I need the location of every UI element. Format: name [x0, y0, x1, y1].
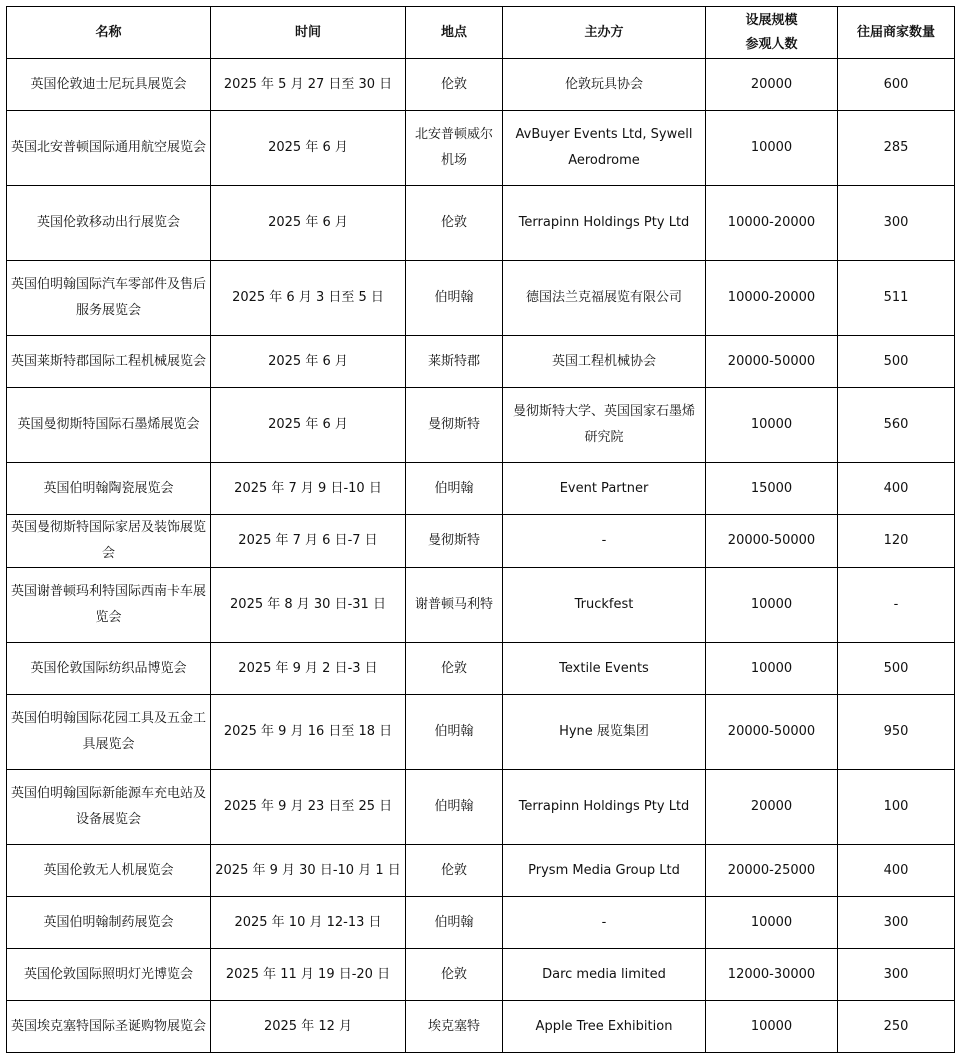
table-row	[7, 643, 955, 695]
cell-scale: 10000-20000	[706, 261, 838, 336]
table-row	[7, 336, 955, 388]
exhibition-table	[6, 6, 955, 1053]
cell-organizer: -	[503, 515, 706, 568]
cell-organizer: 德国法兰克福展览有限公司	[503, 261, 706, 336]
cell-organizer: Terrapinn Holdings Pty Ltd	[503, 770, 706, 845]
table-row	[7, 59, 955, 111]
cell-organizer: Truckfest	[503, 568, 706, 643]
cell-location: 伯明翰	[406, 261, 503, 336]
cell-merchants: 300	[838, 949, 955, 1001]
cell-name: 英国伯明翰国际新能源车充电站及设备展览会	[7, 770, 211, 845]
cell-scale: 20000-50000	[706, 336, 838, 388]
table-row	[7, 568, 955, 643]
cell-location: 伯明翰	[406, 770, 503, 845]
cell-merchants: 250	[838, 1001, 955, 1053]
cell-merchants: -	[838, 568, 955, 643]
header-scale-line2: 参观人数	[745, 36, 798, 52]
header-scale-line1: 设展规模	[745, 12, 798, 28]
cell-merchants: 300	[838, 897, 955, 949]
cell-scale: 15000	[706, 463, 838, 515]
cell-organizer: AvBuyer Events Ltd, Sywell Aerodrome	[503, 111, 706, 186]
table-row	[7, 186, 955, 261]
cell-merchants: 500	[838, 336, 955, 388]
header-scale	[706, 7, 838, 59]
cell-scale: 20000	[706, 770, 838, 845]
cell-organizer: Terrapinn Holdings Pty Ltd	[503, 186, 706, 261]
cell-organizer: Event Partner	[503, 463, 706, 515]
cell-scale: 10000	[706, 568, 838, 643]
cell-merchants: 285	[838, 111, 955, 186]
cell-time: 2025 年 11 月 19 日-20 日	[211, 949, 406, 1001]
cell-organizer: 曼彻斯特大学、英国国家石墨烯研究院	[503, 388, 706, 463]
cell-name: 英国谢普顿玛利特国际西南卡车展览会	[7, 568, 211, 643]
cell-organizer: 伦敦玩具协会	[503, 59, 706, 111]
cell-merchants: 120	[838, 515, 955, 568]
cell-location: 伯明翰	[406, 695, 503, 770]
cell-merchants: 950	[838, 695, 955, 770]
table-row	[7, 261, 955, 336]
cell-organizer: Darc media limited	[503, 949, 706, 1001]
cell-location: 伯明翰	[406, 463, 503, 515]
cell-time: 2025 年 5 月 27 日至 30 日	[211, 59, 406, 111]
cell-merchants: 300	[838, 186, 955, 261]
cell-merchants: 400	[838, 845, 955, 897]
cell-location: 谢普顿马利特	[406, 568, 503, 643]
cell-merchants: 500	[838, 643, 955, 695]
cell-time: 2025 年 6 月 3 日至 5 日	[211, 261, 406, 336]
cell-time: 2025 年 9 月 23 日至 25 日	[211, 770, 406, 845]
cell-time: 2025 年 12 月	[211, 1001, 406, 1053]
cell-location: 伦敦	[406, 845, 503, 897]
cell-merchants: 600	[838, 59, 955, 111]
cell-scale: 20000-50000	[706, 695, 838, 770]
cell-organizer: Hyne 展览集团	[503, 695, 706, 770]
header-row	[7, 7, 955, 59]
cell-scale: 10000	[706, 111, 838, 186]
cell-time: 2025 年 6 月	[211, 111, 406, 186]
cell-name: 英国伯明翰陶瓷展览会	[7, 463, 211, 515]
cell-location: 埃克塞特	[406, 1001, 503, 1053]
cell-merchants: 400	[838, 463, 955, 515]
cell-organizer: Apple Tree Exhibition	[503, 1001, 706, 1053]
table-row	[7, 695, 955, 770]
cell-scale: 10000	[706, 388, 838, 463]
cell-time: 2025 年 9 月 30 日-10 月 1 日	[211, 845, 406, 897]
cell-name: 英国伦敦移动出行展览会	[7, 186, 211, 261]
cell-name: 英国伦敦迪士尼玩具展览会	[7, 59, 211, 111]
cell-location: 伦敦	[406, 186, 503, 261]
cell-location: 曼彻斯特	[406, 388, 503, 463]
cell-time: 2025 年 9 月 16 日至 18 日	[211, 695, 406, 770]
cell-name: 英国伦敦无人机展览会	[7, 845, 211, 897]
cell-location: 莱斯特郡	[406, 336, 503, 388]
cell-time: 2025 年 8 月 30 日-31 日	[211, 568, 406, 643]
cell-time: 2025 年 7 月 9 日-10 日	[211, 463, 406, 515]
cell-name: 英国伯明翰制药展览会	[7, 897, 211, 949]
cell-location: 伦敦	[406, 643, 503, 695]
cell-name: 英国伦敦国际纺织品博览会	[7, 643, 211, 695]
table-row	[7, 111, 955, 186]
cell-name: 英国莱斯特郡国际工程机械展览会	[7, 336, 211, 388]
table-row	[7, 897, 955, 949]
cell-scale: 12000-30000	[706, 949, 838, 1001]
cell-time: 2025 年 6 月	[211, 388, 406, 463]
cell-name: 英国北安普顿国际通用航空展览会	[7, 111, 211, 186]
header-name: 名称	[7, 7, 211, 59]
cell-merchants: 511	[838, 261, 955, 336]
table-row	[7, 845, 955, 897]
cell-scale: 10000-20000	[706, 186, 838, 261]
cell-scale: 20000-25000	[706, 845, 838, 897]
header-merchants: 往届商家数量	[838, 7, 955, 59]
header-time: 时间	[211, 7, 406, 59]
cell-time: 2025 年 10 月 12-13 日	[211, 897, 406, 949]
header-location: 地点	[406, 7, 503, 59]
cell-name: 英国伦敦国际照明灯光博览会	[7, 949, 211, 1001]
cell-scale: 20000	[706, 59, 838, 111]
cell-time: 2025 年 7 月 6 日-7 日	[211, 515, 406, 568]
cell-time: 2025 年 9 月 2 日-3 日	[211, 643, 406, 695]
cell-name: 英国伯明翰国际花园工具及五金工具展览会	[7, 695, 211, 770]
cell-name: 英国埃克塞特国际圣诞购物展览会	[7, 1001, 211, 1053]
table-row	[7, 463, 955, 515]
cell-merchants: 100	[838, 770, 955, 845]
cell-location: 北安普顿威尔机场	[406, 111, 503, 186]
cell-organizer: Textile Events	[503, 643, 706, 695]
cell-scale: 10000	[706, 643, 838, 695]
cell-organizer: -	[503, 897, 706, 949]
cell-time: 2025 年 6 月	[211, 336, 406, 388]
cell-name: 英国伯明翰国际汽车零部件及售后服务展览会	[7, 261, 211, 336]
cell-scale: 10000	[706, 1001, 838, 1053]
cell-location: 伯明翰	[406, 897, 503, 949]
cell-time: 2025 年 6 月	[211, 186, 406, 261]
cell-scale: 20000-50000	[706, 515, 838, 568]
cell-name: 英国曼彻斯特国际石墨烯展览会	[7, 388, 211, 463]
cell-scale: 10000	[706, 897, 838, 949]
table-row	[7, 949, 955, 1001]
table-row	[7, 515, 955, 568]
cell-location: 伦敦	[406, 59, 503, 111]
table-row	[7, 1001, 955, 1053]
cell-location: 伦敦	[406, 949, 503, 1001]
table-row	[7, 388, 955, 463]
cell-merchants: 560	[838, 388, 955, 463]
cell-organizer: Prysm Media Group Ltd	[503, 845, 706, 897]
table-row	[7, 770, 955, 845]
cell-location: 曼彻斯特	[406, 515, 503, 568]
cell-name: 英国曼彻斯特国际家居及装饰展览会	[7, 515, 211, 568]
header-organizer: 主办方	[503, 7, 706, 59]
cell-organizer: 英国工程机械协会	[503, 336, 706, 388]
